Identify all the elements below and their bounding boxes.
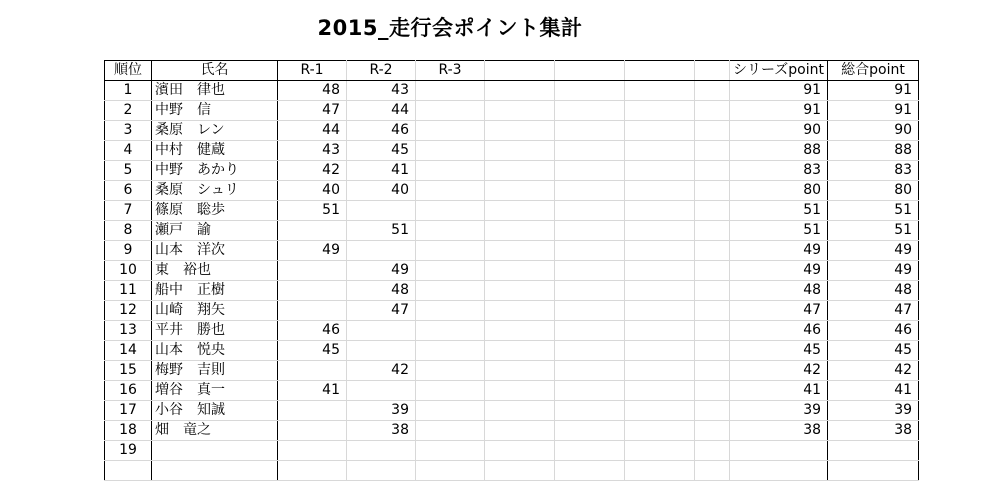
empty-cell[interactable]: [625, 101, 695, 121]
empty-cell[interactable]: [555, 121, 625, 141]
r2-cell[interactable]: [347, 381, 416, 401]
r2-cell[interactable]: [347, 201, 416, 221]
empty-cell[interactable]: [485, 81, 555, 101]
rank-cell[interactable]: 6: [105, 181, 152, 201]
r1-cell[interactable]: [278, 421, 347, 441]
r2-cell[interactable]: 38: [347, 421, 416, 441]
empty-cell[interactable]: [625, 281, 695, 301]
r3-cell[interactable]: [416, 101, 485, 121]
table-row: [105, 461, 919, 481]
total-point-cell[interactable]: 45: [828, 341, 919, 361]
rank-cell[interactable]: 11: [105, 281, 152, 301]
r2-cell[interactable]: 46: [347, 121, 416, 141]
points-table: [104, 60, 919, 481]
rank-cell[interactable]: [105, 461, 152, 481]
empty-cell[interactable]: [625, 401, 695, 421]
empty-cell[interactable]: [555, 141, 625, 161]
r3-cell[interactable]: [416, 181, 485, 201]
empty-cell[interactable]: [625, 361, 695, 381]
r1-cell[interactable]: 40: [278, 181, 347, 201]
r2-cell[interactable]: 40: [347, 181, 416, 201]
empty-cell[interactable]: [625, 141, 695, 161]
name-cell[interactable]: 小谷 知誠: [152, 401, 278, 421]
header-empty-cell[interactable]: [695, 61, 730, 81]
series-point-cell[interactable]: 39: [730, 401, 828, 421]
rank-cell[interactable]: 1: [105, 81, 152, 101]
empty-cell[interactable]: [555, 321, 625, 341]
series-point-cell[interactable]: 45: [730, 341, 828, 361]
empty-cell[interactable]: [695, 241, 730, 261]
total-point-cell[interactable]: 91: [828, 101, 919, 121]
total-point-cell[interactable]: [828, 461, 919, 481]
empty-cell[interactable]: [555, 201, 625, 221]
empty-cell[interactable]: [695, 461, 730, 481]
r3-cell[interactable]: [416, 461, 485, 481]
r3-cell[interactable]: [416, 221, 485, 241]
series-point-cell[interactable]: 90: [730, 121, 828, 141]
name-cell[interactable]: 増谷 真一: [152, 381, 278, 401]
empty-cell[interactable]: [695, 261, 730, 281]
empty-cell[interactable]: [485, 321, 555, 341]
empty-cell[interactable]: [555, 161, 625, 181]
empty-cell[interactable]: [555, 81, 625, 101]
total-point-cell[interactable]: 46: [828, 321, 919, 341]
r2-cell[interactable]: [347, 441, 416, 461]
r1-cell[interactable]: 44: [278, 121, 347, 141]
empty-cell[interactable]: [555, 421, 625, 441]
r2-cell[interactable]: 47: [347, 301, 416, 321]
header-total-point[interactable]: 総合point: [828, 61, 919, 81]
table-row: [105, 381, 919, 401]
total-point-cell[interactable]: 41: [828, 381, 919, 401]
r3-cell[interactable]: [416, 141, 485, 161]
r2-cell[interactable]: 44: [347, 101, 416, 121]
header-rank[interactable]: 順位: [105, 61, 152, 81]
empty-cell[interactable]: [555, 401, 625, 421]
empty-cell[interactable]: [555, 221, 625, 241]
empty-cell[interactable]: [485, 401, 555, 421]
r1-cell[interactable]: 46: [278, 321, 347, 341]
empty-cell[interactable]: [625, 381, 695, 401]
empty-cell[interactable]: [625, 301, 695, 321]
empty-cell[interactable]: [625, 121, 695, 141]
table-row: [105, 101, 919, 121]
empty-cell[interactable]: [695, 421, 730, 441]
name-cell[interactable]: 山本 悦央: [152, 341, 278, 361]
r2-cell[interactable]: 49: [347, 261, 416, 281]
name-cell[interactable]: 山本 洋次: [152, 241, 278, 261]
empty-cell[interactable]: [695, 321, 730, 341]
r1-cell[interactable]: 43: [278, 141, 347, 161]
name-cell[interactable]: 濱田 律也: [152, 81, 278, 101]
name-cell[interactable]: 中村 健蔵: [152, 141, 278, 161]
r3-cell[interactable]: [416, 361, 485, 381]
empty-cell[interactable]: [695, 121, 730, 141]
empty-cell[interactable]: [485, 241, 555, 261]
rank-cell[interactable]: 19: [105, 441, 152, 461]
r1-cell[interactable]: 41: [278, 381, 347, 401]
empty-cell[interactable]: [555, 281, 625, 301]
series-point-cell[interactable]: 46: [730, 321, 828, 341]
empty-cell[interactable]: [485, 461, 555, 481]
table-body: [105, 81, 919, 481]
table-row: [105, 81, 919, 101]
rank-cell[interactable]: 9: [105, 241, 152, 261]
series-point-cell[interactable]: 51: [730, 201, 828, 221]
r1-cell[interactable]: 51: [278, 201, 347, 221]
name-cell[interactable]: 東 裕也: [152, 261, 278, 281]
r2-cell[interactable]: [347, 241, 416, 261]
r3-cell[interactable]: [416, 261, 485, 281]
r2-cell[interactable]: 42: [347, 361, 416, 381]
table-row: [105, 401, 919, 421]
header-name[interactable]: 氏名: [152, 61, 278, 81]
header-empty-cell[interactable]: [555, 61, 625, 81]
rank-cell[interactable]: 3: [105, 121, 152, 141]
empty-cell[interactable]: [695, 341, 730, 361]
table-row: [105, 181, 919, 201]
r3-cell[interactable]: [416, 281, 485, 301]
r3-cell[interactable]: [416, 241, 485, 261]
rank-cell[interactable]: 8: [105, 221, 152, 241]
rank-cell[interactable]: 10: [105, 261, 152, 281]
table-row: [105, 281, 919, 301]
r2-cell[interactable]: 43: [347, 81, 416, 101]
empty-cell[interactable]: [695, 441, 730, 461]
name-cell[interactable]: 船中 正樹: [152, 281, 278, 301]
empty-cell[interactable]: [625, 201, 695, 221]
series-point-cell[interactable]: [730, 461, 828, 481]
rank-cell[interactable]: 2: [105, 101, 152, 121]
r3-cell[interactable]: [416, 301, 485, 321]
name-cell[interactable]: 山崎 翔矢: [152, 301, 278, 321]
name-cell[interactable]: 桑原 レン: [152, 121, 278, 141]
table-row: [105, 321, 919, 341]
empty-cell[interactable]: [485, 101, 555, 121]
empty-cell[interactable]: [485, 141, 555, 161]
empty-cell[interactable]: [485, 221, 555, 241]
rank-cell[interactable]: 4: [105, 141, 152, 161]
empty-cell[interactable]: [625, 241, 695, 261]
total-point-cell[interactable]: 49: [828, 241, 919, 261]
table-row: [105, 341, 919, 361]
r2-cell[interactable]: 39: [347, 401, 416, 421]
name-cell[interactable]: [152, 461, 278, 481]
r2-cell[interactable]: [347, 321, 416, 341]
r3-cell[interactable]: [416, 341, 485, 361]
rank-cell[interactable]: 13: [105, 321, 152, 341]
series-point-cell[interactable]: 49: [730, 261, 828, 281]
r1-cell[interactable]: [278, 401, 347, 421]
r2-cell[interactable]: 41: [347, 161, 416, 181]
empty-cell[interactable]: [695, 101, 730, 121]
empty-cell[interactable]: [555, 261, 625, 281]
r1-cell[interactable]: 49: [278, 241, 347, 261]
empty-cell[interactable]: [555, 381, 625, 401]
name-cell[interactable]: [152, 441, 278, 461]
r3-cell[interactable]: [416, 161, 485, 181]
r1-cell[interactable]: [278, 281, 347, 301]
table-row: [105, 161, 919, 181]
total-point-cell[interactable]: 51: [828, 221, 919, 241]
empty-cell[interactable]: [695, 81, 730, 101]
name-cell[interactable]: 梅野 吉則: [152, 361, 278, 381]
rank-cell[interactable]: 7: [105, 201, 152, 221]
empty-cell[interactable]: [695, 361, 730, 381]
table-row: [105, 141, 919, 161]
empty-cell[interactable]: [625, 181, 695, 201]
sheet-title: 2015_走行会ポイント集計: [317, 16, 583, 40]
table-row: [105, 221, 919, 241]
empty-cell[interactable]: [485, 201, 555, 221]
r2-cell[interactable]: 45: [347, 141, 416, 161]
total-point-cell[interactable]: 90: [828, 121, 919, 141]
empty-cell[interactable]: [485, 181, 555, 201]
table-row: [105, 361, 919, 381]
total-point-cell[interactable]: 80: [828, 181, 919, 201]
header-series-point[interactable]: シリーズpoint: [730, 61, 828, 81]
header-empty-cell[interactable]: [625, 61, 695, 81]
empty-cell[interactable]: [695, 141, 730, 161]
empty-cell[interactable]: [485, 161, 555, 181]
table-row: [105, 441, 919, 461]
series-point-cell[interactable]: 91: [730, 101, 828, 121]
rank-cell[interactable]: 17: [105, 401, 152, 421]
header-r1[interactable]: R-1: [278, 61, 347, 81]
total-point-cell[interactable]: 38: [828, 421, 919, 441]
empty-cell[interactable]: [695, 301, 730, 321]
empty-cell[interactable]: [695, 161, 730, 181]
empty-cell[interactable]: [485, 381, 555, 401]
r3-cell[interactable]: [416, 381, 485, 401]
table-row: [105, 121, 919, 141]
r3-cell[interactable]: [416, 201, 485, 221]
empty-cell[interactable]: [485, 341, 555, 361]
r1-cell[interactable]: [278, 461, 347, 481]
empty-cell[interactable]: [625, 421, 695, 441]
name-cell[interactable]: 篠原 聡歩: [152, 201, 278, 221]
total-point-cell[interactable]: 49: [828, 261, 919, 281]
rank-cell[interactable]: 5: [105, 161, 152, 181]
total-point-cell[interactable]: 47: [828, 301, 919, 321]
header-empty-cell[interactable]: [485, 61, 555, 81]
total-point-cell[interactable]: 88: [828, 141, 919, 161]
r1-cell[interactable]: [278, 361, 347, 381]
empty-cell[interactable]: [485, 441, 555, 461]
empty-cell[interactable]: [485, 421, 555, 441]
r3-cell[interactable]: [416, 81, 485, 101]
r1-cell[interactable]: 45: [278, 341, 347, 361]
r3-cell[interactable]: [416, 321, 485, 341]
rank-cell[interactable]: 14: [105, 341, 152, 361]
empty-cell[interactable]: [485, 301, 555, 321]
empty-cell[interactable]: [625, 261, 695, 281]
empty-cell[interactable]: [695, 401, 730, 421]
r2-cell[interactable]: [347, 341, 416, 361]
series-point-cell[interactable]: 47: [730, 301, 828, 321]
header-row: [105, 61, 919, 81]
empty-cell[interactable]: [485, 261, 555, 281]
r1-cell[interactable]: [278, 261, 347, 281]
r1-cell[interactable]: 42: [278, 161, 347, 181]
series-point-cell[interactable]: 80: [730, 181, 828, 201]
empty-cell[interactable]: [555, 101, 625, 121]
empty-cell[interactable]: [625, 341, 695, 361]
series-point-cell[interactable]: 83: [730, 161, 828, 181]
name-cell[interactable]: 中野 信: [152, 101, 278, 121]
empty-cell[interactable]: [485, 121, 555, 141]
empty-cell[interactable]: [555, 461, 625, 481]
total-point-cell[interactable]: 83: [828, 161, 919, 181]
total-point-cell[interactable]: 39: [828, 401, 919, 421]
total-point-cell[interactable]: 48: [828, 281, 919, 301]
rank-cell[interactable]: 18: [105, 421, 152, 441]
empty-cell[interactable]: [625, 161, 695, 181]
name-cell[interactable]: 中野 あかり: [152, 161, 278, 181]
series-point-cell[interactable]: 41: [730, 381, 828, 401]
empty-cell[interactable]: [695, 201, 730, 221]
table-row: [105, 201, 919, 221]
name-cell[interactable]: 桑原 シュリ: [152, 181, 278, 201]
series-point-cell[interactable]: 91: [730, 81, 828, 101]
empty-cell[interactable]: [485, 281, 555, 301]
series-point-cell[interactable]: 38: [730, 421, 828, 441]
series-point-cell[interactable]: 48: [730, 281, 828, 301]
empty-cell[interactable]: [555, 341, 625, 361]
series-point-cell[interactable]: [730, 441, 828, 461]
series-point-cell[interactable]: 51: [730, 221, 828, 241]
empty-cell[interactable]: [555, 181, 625, 201]
rank-cell[interactable]: 12: [105, 301, 152, 321]
r3-cell[interactable]: [416, 421, 485, 441]
header-r2[interactable]: R-2: [347, 61, 416, 81]
r2-cell[interactable]: 48: [347, 281, 416, 301]
table-row: [105, 261, 919, 281]
empty-cell[interactable]: [485, 361, 555, 381]
series-point-cell[interactable]: 49: [730, 241, 828, 261]
empty-cell[interactable]: [695, 381, 730, 401]
empty-cell[interactable]: [555, 361, 625, 381]
empty-cell[interactable]: [625, 221, 695, 241]
r2-cell[interactable]: [347, 461, 416, 481]
total-point-cell[interactable]: 42: [828, 361, 919, 381]
empty-cell[interactable]: [625, 81, 695, 101]
empty-cell[interactable]: [625, 321, 695, 341]
r1-cell[interactable]: 47: [278, 101, 347, 121]
empty-cell[interactable]: [555, 301, 625, 321]
empty-cell[interactable]: [695, 281, 730, 301]
total-point-cell[interactable]: [828, 441, 919, 461]
r3-cell[interactable]: [416, 401, 485, 421]
rank-cell[interactable]: 15: [105, 361, 152, 381]
name-cell[interactable]: 平井 勝也: [152, 321, 278, 341]
table-row: [105, 421, 919, 441]
r1-cell[interactable]: 48: [278, 81, 347, 101]
empty-cell[interactable]: [695, 181, 730, 201]
empty-cell[interactable]: [555, 441, 625, 461]
name-cell[interactable]: 瀬戸 諭: [152, 221, 278, 241]
empty-cell[interactable]: [555, 241, 625, 261]
r3-cell[interactable]: [416, 121, 485, 141]
r1-cell[interactable]: [278, 301, 347, 321]
total-point-cell[interactable]: 51: [828, 201, 919, 221]
r1-cell[interactable]: [278, 221, 347, 241]
r2-cell[interactable]: 51: [347, 221, 416, 241]
name-cell[interactable]: 畑 竜之: [152, 421, 278, 441]
empty-cell[interactable]: [695, 221, 730, 241]
total-point-cell[interactable]: 91: [828, 81, 919, 101]
table-row: [105, 241, 919, 261]
rank-cell[interactable]: 16: [105, 381, 152, 401]
header-r3[interactable]: R-3: [416, 61, 485, 81]
empty-cell[interactable]: [625, 441, 695, 461]
r1-cell[interactable]: [278, 441, 347, 461]
table-row: [105, 301, 919, 321]
series-point-cell[interactable]: 42: [730, 361, 828, 381]
empty-cell[interactable]: [625, 461, 695, 481]
r3-cell[interactable]: [416, 441, 485, 461]
series-point-cell[interactable]: 88: [730, 141, 828, 161]
